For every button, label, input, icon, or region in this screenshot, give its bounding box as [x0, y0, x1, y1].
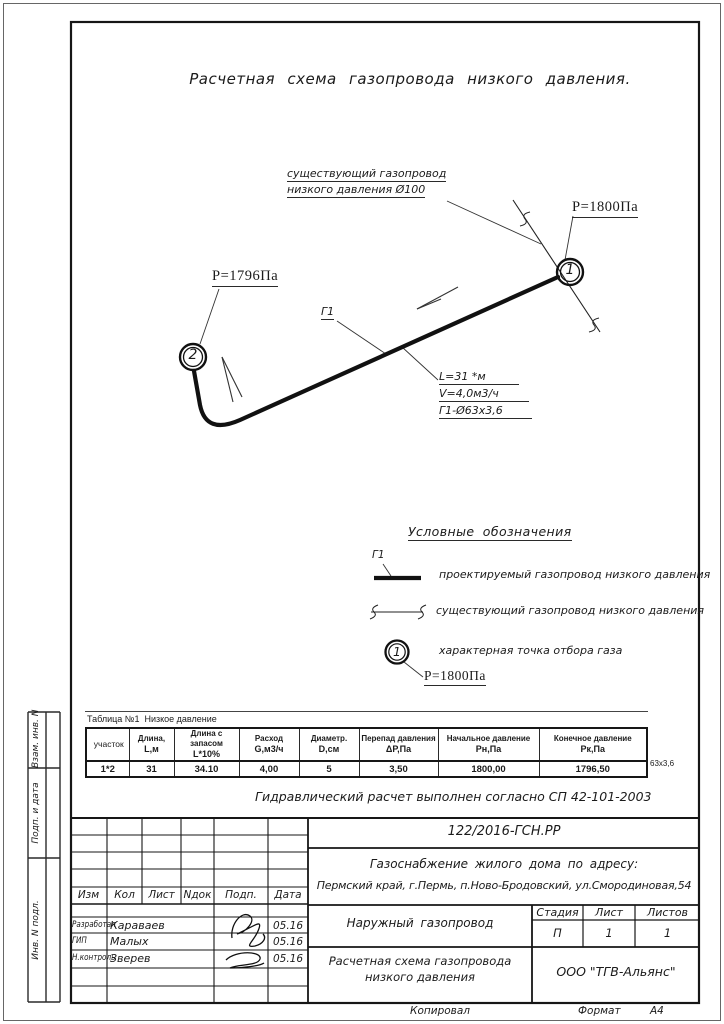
tb-col-data: Дата: [274, 889, 302, 901]
project-name-line2: Пермский край, г.Пермь, п.Ново-Бродовский, ул.Смородиновая,54: [316, 879, 692, 892]
existing-pipe-break-mark: [589, 318, 599, 332]
tb-role-3: Н.контроль: [72, 953, 116, 963]
pipe-callout-line1: L=31 *м: [439, 370, 519, 385]
legend-pressure-label: Р=1800Па: [424, 668, 486, 686]
pipe-callout-line2: V=4,0м3/ч: [439, 387, 529, 402]
hydraulic-table: [85, 727, 648, 778]
node1-pressure-label: Р=1800Па: [572, 199, 638, 218]
project-name-line1: Газоснабжение жилого дома по адресу:: [369, 857, 639, 871]
hydraulic-note: Гидравлический расчет выполнен согласно СП 42-101-2003: [255, 789, 652, 804]
cell-diameter: 5: [299, 761, 359, 777]
tb-name-3: Зверев: [110, 952, 151, 965]
list-value: 1: [605, 926, 613, 940]
tb-date-1: 05.16: [272, 920, 304, 932]
col-header-length-reserve: Длина с запасом: [190, 729, 223, 748]
stage-value: П: [553, 926, 562, 940]
node2-number: 2: [188, 347, 198, 363]
col-header-diameter: Диаметр.: [310, 734, 348, 743]
col-header-flow-unit: G,м3/ч: [254, 744, 284, 754]
format-label: Формат: [578, 1005, 621, 1017]
legend-proposed-tag: Г1: [372, 549, 385, 561]
node2-pressure-label: Р=1796Па: [212, 268, 278, 287]
cell-length-reserve: 34.10: [174, 761, 239, 777]
legend-node-number: 1: [393, 644, 401, 659]
tb-role-1: Разработал: [72, 920, 116, 930]
tb-date-3: 05.16: [272, 953, 304, 965]
margin-label-inv: Инв. N подл.: [31, 900, 41, 960]
col-header-length-unit: L,м: [144, 744, 159, 754]
legend-heading: Условные обозначения: [408, 524, 572, 539]
table-caption: Таблица №1 Низкое давление: [85, 711, 648, 724]
col-header-length: Длина,: [137, 734, 166, 743]
node1-number: 1: [565, 262, 575, 278]
legend-symbols: [370, 564, 426, 677]
legend-existing-text: существующий газопровод низкого давления: [436, 604, 705, 617]
proposed-pipeline: [194, 277, 558, 425]
tb-col-kol: Кол: [114, 889, 135, 901]
listov-value: 1: [663, 926, 672, 940]
cell-length: 31: [129, 761, 174, 777]
col-header-initial-pressure-unit: Рн,Па: [475, 744, 502, 754]
legend-proposed-text: проектируемый газопровод низкого давления: [439, 568, 711, 581]
listov-header: Листов: [646, 906, 689, 919]
col-header-length-reserve-unit: L*10%: [192, 749, 220, 759]
tb-col-podp: Подп.: [225, 889, 257, 901]
segment-label: Г1: [321, 305, 335, 318]
cell-initial-pressure: 1800,00: [438, 761, 539, 777]
legend-existing-line: [370, 605, 426, 619]
table-side-note: 63х3,6: [650, 759, 675, 768]
table-header-row: [86, 728, 647, 761]
tb-col-ndok: Nдок: [183, 889, 212, 901]
cell-pressure-drop: 3,50: [359, 761, 438, 777]
col-header-pressure-drop: Перепад давления: [361, 734, 436, 743]
doc-number: 122/2016-ГСН.РР: [447, 824, 561, 839]
stage-header: Стадия: [536, 906, 579, 919]
margin-label-podp: Подп. и дата: [31, 782, 41, 844]
existing-pipeline-label-line1: существующий газопровод: [287, 167, 447, 180]
tb-name-1: Караваев: [110, 919, 165, 932]
existing-pipeline: [513, 200, 600, 332]
signatures: [226, 915, 265, 968]
format-value: А4: [650, 1005, 664, 1017]
tb-date-2: 05.16: [272, 936, 304, 948]
tb-name-2: Малых: [110, 935, 149, 948]
table-data-row: [86, 761, 647, 777]
copied-label: Копировал: [410, 1005, 470, 1017]
flow-arrow-mid: [417, 287, 458, 309]
company-name: ООО "ТГВ-Альянс": [556, 964, 676, 979]
col-header-final-pressure: Конечное давление: [553, 734, 632, 743]
col-header-uchastok: участок: [93, 738, 124, 749]
sheet-name-line2: низкого давления: [365, 970, 475, 984]
col-header-pressure-drop-unit: ΔР,Па: [385, 744, 412, 754]
col-header-initial-pressure: Начальное давление: [446, 734, 531, 743]
col-header-final-pressure-unit: Рк,Па: [580, 744, 605, 754]
pipe-callout-line3: Г1-Ø63х3,6: [439, 404, 532, 419]
tb-role-2: ГИП: [72, 936, 87, 946]
sheet-title: Расчетная схема газопровода низкого давления.: [189, 70, 631, 88]
cell-flow: 4,00: [239, 761, 299, 777]
sheet-name-line1: Расчетная схема газопровода: [328, 954, 512, 968]
col-header-diameter-unit: D,см: [318, 744, 340, 754]
margin-label-vzam: Взам. инв. N: [31, 709, 41, 768]
col-header-flow: Расход: [254, 734, 284, 743]
tb-col-izm: Изм: [77, 889, 100, 901]
legend-node-text: характерная точка отбора газа: [439, 644, 623, 657]
list-header: Лист: [595, 906, 623, 919]
cell-uchastok: 1*2: [86, 761, 129, 777]
object-name: Наружный газопровод: [346, 916, 494, 930]
cell-final-pressure: 1796,50: [539, 761, 647, 777]
flow-arrow-node2: [222, 357, 242, 402]
existing-pipeline-label-line2: низкого давления Ø100: [287, 183, 426, 196]
tb-col-list: Лист: [148, 889, 175, 901]
